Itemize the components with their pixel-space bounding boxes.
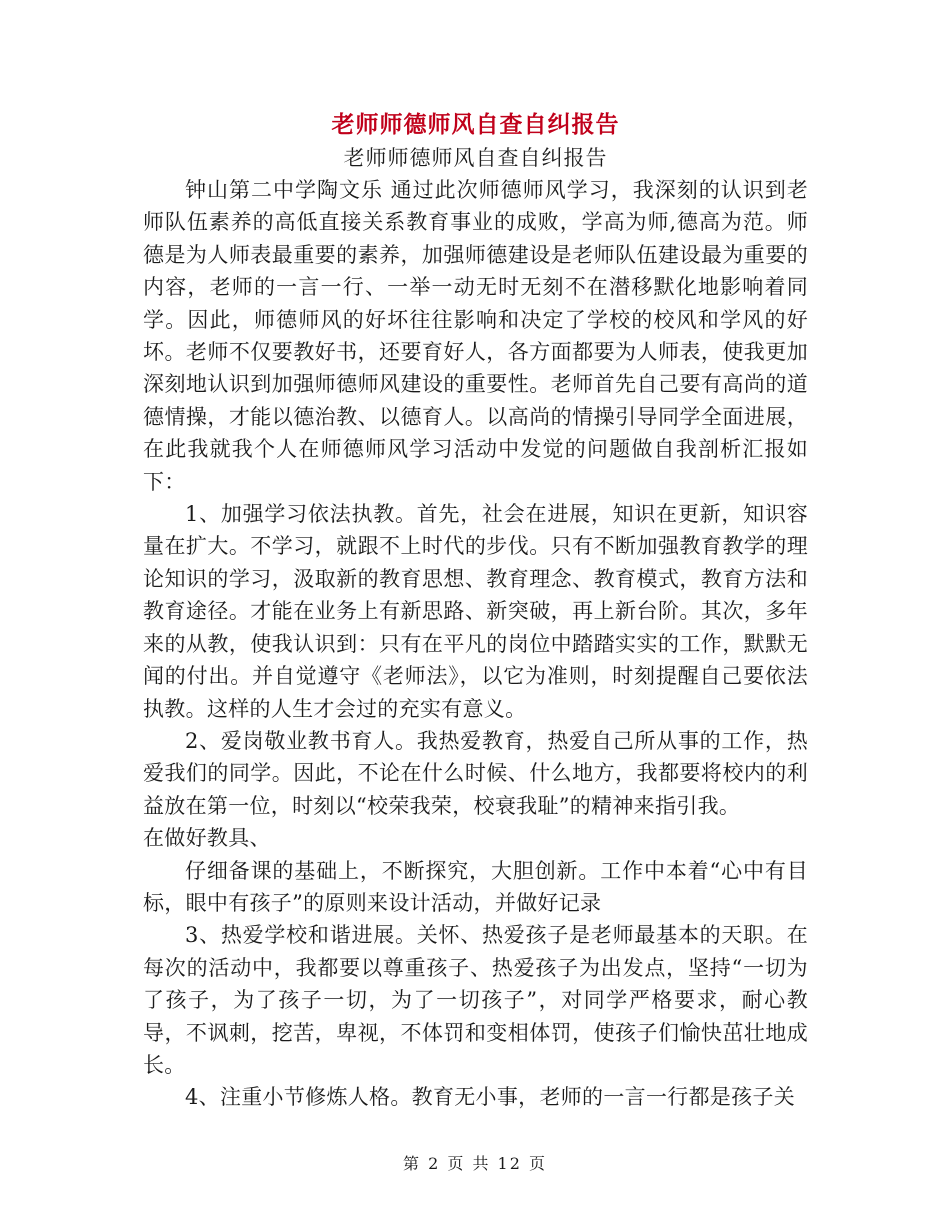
paragraph-point-4: 4、注重小节修炼人格。教育无小事，老师的一言一行都是孩子关 bbox=[185, 1085, 796, 1110]
paragraph-point-3: 3、热爱学校和谐进展。关怀、热爱孩子是老师最基本的天职。在每次的活动中，我都要以尊重孩子、热爱孩子为出发点，坚持“一切为了孩子，为了孩子一切，为了一切孩子”，对同学严格要求，耐心教导，不讽刺，挖苦，卑视，不体罚和变相体罚，使孩子们愉快茁壮地成长。 bbox=[143, 923, 808, 1077]
document-subtitle: 老师师德师风自查自纠报告 bbox=[343, 146, 608, 170]
document-title: 老师师德师风自查自纠报告 bbox=[331, 111, 620, 138]
document-page bbox=[143, 108, 808, 1114]
page-number: 第 2 页 共 12 页 bbox=[403, 1154, 547, 1173]
paragraph-point-2-continued: 在做好教具、 bbox=[143, 826, 271, 851]
paragraph-point-2: 2、爱岗敬业教书育人。我热爱教育，热爱自己所从事的工作，热爱我们的同学。因此，不论在什么时候、什么地方，我都要将校内的利益放在第一位，时刻以“校荣我荣，校衰我耻”的精神来指引我。 bbox=[143, 728, 808, 818]
paragraph-point-1: 1、加强学习依法执教。首先，社会在进展，知识在更新，知识容量在扩大。不学习，就跟不上时代的步伐。只有不断加强教育教学的理论知识的学习，汲取新的教育思想、教育理念、教育模式，教育方法和教育途径。才能在业务上有新思路、新突破，再上新台阶。其次，多年来的从教，使我认识到：只有在平凡的岗位中踏踏实实的工作，默默无闻的付出。并自觉遵守《老师法》，以它为准则，时刻提醒自己要依法执教。这样的人生才会过的充实有意义。 bbox=[143, 502, 808, 721]
paragraph-intro: 钟山第二中学陶文乐 通过此次师德师风学习，我深刻的认识到老师队伍素养的高低直接关系教育事业的成败，学高为师,德高为范。师德是为人师表最重要的素养，加强师德建设是老师队伍建设最为重要的内容，老师的一言一行、一举一动无时无刻不在潜移默化地影响着同学。因此，师德师风的好坏往往影响和决定了学校的校风和学风的好坏。老师不仅要教好书，还要育好人，各方面都要为人师表，使我更加深刻地认识到加强师德师风建设的重要性。老师首先自己要有高尚的道德情操，才能以德治教、以德育人。以高尚的情操引导同学全面进展，在此我就我个人在师德师风学习活动中发觉的问题做自我剖析汇报如下： bbox=[143, 178, 808, 494]
paragraph-point-2-detail: 仔细备课的基础上，不断探究，大胆创新。工作中本着“心中有目标，眼中有孩子”的原则来设计活动，并做好记录 bbox=[143, 858, 808, 915]
